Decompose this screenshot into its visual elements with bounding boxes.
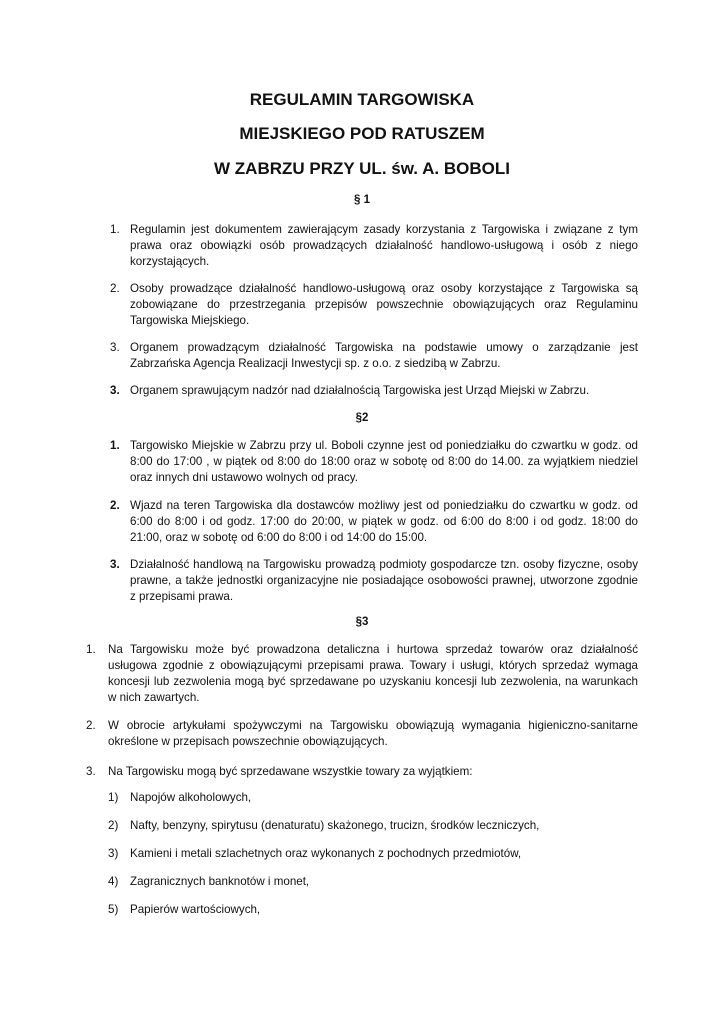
- subitem-text: Zagranicznych banknotów i monet,: [130, 875, 310, 888]
- text-line: Targowisko Miejskie w Zabrzu przy ul. Boboli czynne jest od poniedziałku do czwartku w godz. od: [130, 439, 638, 452]
- subitem-number: 3): [108, 847, 119, 860]
- subitem-number: 1): [108, 791, 119, 804]
- item-text: [108, 764, 638, 780]
- text-line: korzystających.: [130, 255, 210, 268]
- item-number: 3.: [110, 384, 120, 397]
- text-line: Osoby prowadzące działalność handlowo-usługową oraz osoby korzystające z Targowiska są: [130, 282, 638, 295]
- item-number: 1.: [110, 439, 120, 452]
- text-line: zobowiązane do przestrzegania przepisów powszechnie obowiązujących oraz Regulaminu: [130, 298, 638, 311]
- text-line: prawa oraz obowiązki osób prowadzących działalność handlowo-usługową i osób z niego: [130, 239, 638, 252]
- item-text: [130, 222, 638, 270]
- subitem-number: 5): [108, 903, 119, 916]
- item-number: 3.: [110, 558, 120, 571]
- subitem-text: Kamieni i metali szlachetnych oraz wykonanych z pochodnych przedmiotów,: [130, 847, 522, 860]
- section-heading-2: §2: [355, 412, 369, 424]
- text-line: Organem sprawującym nadzór nad działalnością Targowiska jest Urząd Miejski w Zabrzu.: [130, 384, 590, 397]
- item-text: [108, 642, 638, 706]
- item-text: [130, 281, 638, 329]
- document-title-line-3: W ZABRZU PRZY UL. św. A. BOBOLI: [214, 159, 510, 178]
- subitem-number: 4): [108, 875, 119, 888]
- text-line: Działalność handlową na Targowisku prowadzą podmioty gospodarcze tzn. osoby fizyczne, osoby: [130, 558, 638, 571]
- item-number: 3.: [110, 341, 120, 354]
- subitem-text: Papierów wartościowych,: [130, 903, 261, 916]
- text-line: określone w przepisach powszechnie obowiązujących.: [108, 735, 388, 748]
- item-number: 3.: [86, 765, 96, 778]
- subitem-number: 2): [108, 819, 119, 832]
- text-line: Regulamin jest dokumentem zawierającym zasady korzystania z Targowiska i związane z tym: [130, 223, 638, 236]
- text-line: W obrocie artykułami spożywczymi na Targowisku obowiązują wymagania higieniczno-sanitarne: [108, 719, 638, 732]
- text-line: Na Targowisku mogą być sprzedawane wszystkie towary za wyjątkiem:: [108, 765, 473, 778]
- text-line: Targowiska Miejskiego.: [130, 314, 250, 327]
- text-line: prawne, a także jednostki organizacyjne nie posiadające osobowości prawnej, utworzone zgodnie: [130, 574, 638, 587]
- item-text: [130, 498, 638, 546]
- text-line: z przepisami prawa.: [130, 590, 234, 603]
- item-text: [130, 383, 638, 399]
- text-line: 6:00 do 8:00 i od godz. 17:00 do 20:00, w piątek w godz. od 6:00 do 8:00 i od godz. 18:00 do: [130, 515, 638, 528]
- subitem-text: Nafty, benzyny, spirytusu (denaturatu) skażonego, trucizn, środków leczniczych,: [130, 819, 540, 832]
- item-text: [108, 718, 638, 750]
- text-line: Na Targowisku może być prowadzona detaliczna i hurtowa sprzedaż towarów oraz działalność: [108, 643, 638, 656]
- item-number: 1.: [110, 223, 120, 236]
- item-number: 2.: [110, 499, 120, 512]
- item-text: [130, 340, 638, 372]
- section-heading-3: §3: [355, 616, 369, 628]
- text-line: Zabrzańska Agencja Realizacji Inwestycji sp. z o.o. z siedzibą w Zabrzu.: [130, 357, 501, 370]
- text-line: 21:00, oraz w sobotę od 6:00 do 8:00 i od 14:00 do 15:00.: [130, 531, 428, 544]
- text-line: oraz innych dni ustawowo wolnych od pracy.: [130, 471, 358, 484]
- section-heading-1: § 1: [354, 194, 370, 206]
- document-title-line-1: REGULAMIN TARGOWISKA: [249, 90, 475, 109]
- item-text: [130, 557, 638, 605]
- text-line: koncesji lub zezwolenia mogą być sprzedawane po uzyskaniu koncesji lub zezwolenia, na warunkach: [108, 675, 638, 688]
- text-line: Organem prowadzącym działalność Targowiska na podstawie umowy o zarządzanie jest: [130, 341, 638, 354]
- text-line: 8:00 do 17:00 , w piątek od 8:00 do 18:00 oraz w sobotę od 8:00 do 14.00. za wyjątkiem niedziel: [130, 455, 638, 468]
- text-line: w nich zawartych.: [108, 691, 200, 704]
- subitem-text: Napojów alkoholowych,: [130, 791, 252, 804]
- text-line: Wjazd na teren Targowiska dla dostawców możliwy jest od poniedziałku do czwartku w godz. od: [130, 499, 638, 512]
- item-number: 2.: [110, 282, 120, 295]
- item-text: [130, 438, 638, 486]
- document-title-line-2: MIEJSKIEGO POD RATUSZEM: [239, 124, 485, 143]
- text-line: usługowa zgodnie z obowiązującymi przepisami prawa. Towary i usługi, których sprzedaż wymaga: [108, 659, 638, 672]
- item-number: 2.: [86, 719, 96, 732]
- item-number: 1.: [86, 643, 96, 656]
